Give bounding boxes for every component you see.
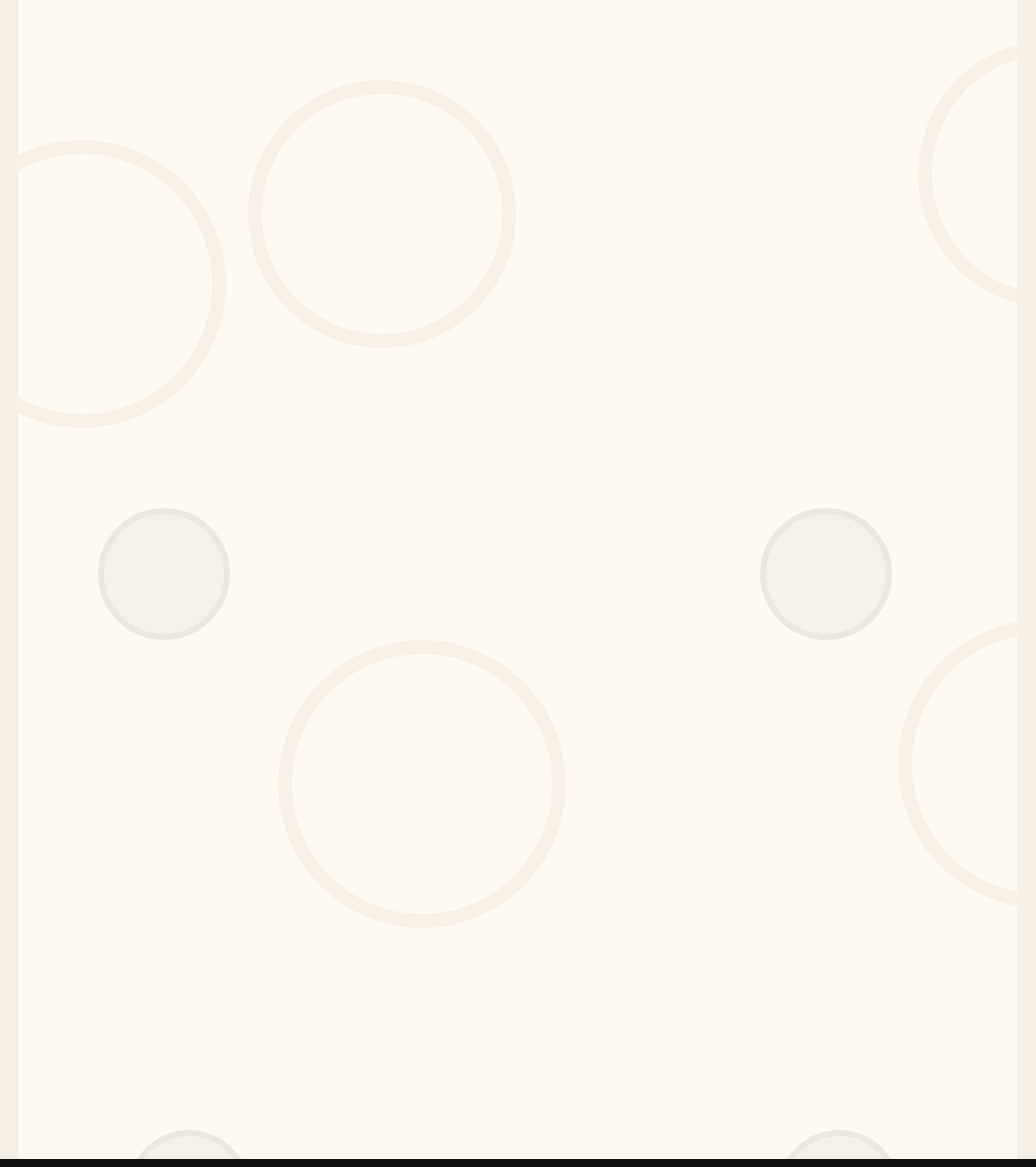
fortune-seal-icon bbox=[760, 508, 892, 640]
fortune-seal-icon bbox=[98, 508, 230, 640]
menu-page bbox=[18, 0, 1017, 1159]
fortune-seal-icon bbox=[778, 1130, 900, 1159]
decorative-ring bbox=[278, 640, 566, 928]
decorative-ring bbox=[18, 140, 226, 428]
bottom-bar bbox=[0, 1159, 1036, 1167]
decorative-ring bbox=[248, 80, 516, 348]
fortune-seal-icon bbox=[128, 1130, 250, 1159]
decorative-ring bbox=[898, 620, 1017, 908]
decorative-ring bbox=[918, 40, 1017, 308]
